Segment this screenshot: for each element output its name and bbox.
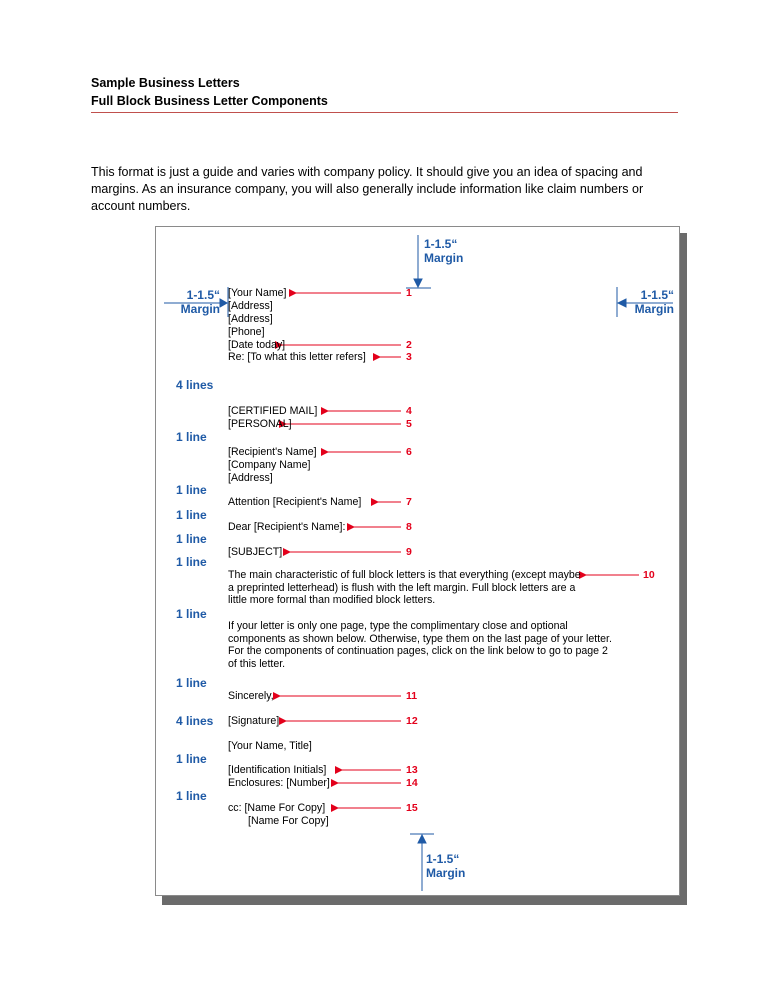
letter-attention: Attention [Recipient's Name] — [228, 496, 362, 508]
component-number: 8 — [406, 521, 412, 533]
letter-recipient-name: [Recipient's Name] — [228, 446, 317, 458]
letter-company-name: [Company Name] — [228, 459, 311, 471]
spacing-label: 1 line — [176, 607, 207, 621]
letter-diagram — [155, 226, 680, 896]
component-number: 1 — [406, 287, 412, 299]
component-number: 9 — [406, 546, 412, 558]
component-number: 7 — [406, 496, 412, 508]
component-number: 4 — [406, 405, 412, 417]
component-number: 3 — [406, 351, 412, 363]
spacing-label: 1 line — [176, 555, 207, 569]
component-number: 5 — [406, 418, 412, 430]
component-number: 14 — [406, 777, 418, 789]
component-number: 15 — [406, 802, 418, 814]
letter-re: Re: [To what this letter refers] — [228, 351, 366, 363]
header-rule — [91, 112, 678, 113]
spacing-label: 1 line — [176, 789, 207, 803]
spacing-label: 1 line — [176, 508, 207, 522]
letter-phone: [Phone] — [228, 326, 265, 338]
letter-personal: [PERSONAL] — [228, 418, 292, 430]
letter-enclosures: Enclosures: [Number] — [228, 777, 330, 789]
letter-body-1: The main characteristic of full block letters is that everything (except maybe a preprinted letterhead) is flush with the left margin. Full block letters are a little more formal than modified block letters. — [228, 569, 581, 607]
margin-label-bottom: 1-1.5“ Margin — [426, 852, 466, 880]
margin-label-right: 1-1.5“ Margin — [634, 288, 674, 316]
letter-salutation: Dear [Recipient's Name]: — [228, 521, 346, 533]
letter-address-1: [Address] — [228, 300, 273, 312]
letter-closing: Sincerely, — [228, 690, 274, 702]
letter-certified: [CERTIFIED MAIL] — [228, 405, 318, 417]
page-title: Sample Business Letters — [91, 76, 240, 90]
spacing-label: 1 line — [176, 483, 207, 497]
component-number: 11 — [406, 690, 418, 702]
component-number: 6 — [406, 446, 412, 458]
letter-initials: [Identification Initials] — [228, 764, 327, 776]
component-number: 13 — [406, 764, 418, 776]
component-number: 10 — [643, 569, 655, 581]
component-number: 2 — [406, 339, 412, 351]
component-number: 12 — [406, 715, 418, 727]
letter-recipient-address: [Address] — [228, 472, 273, 484]
letter-subject: [SUBJECT] — [228, 546, 283, 558]
letter-name-title: [Your Name, Title] — [228, 740, 312, 752]
spacing-label: 1 line — [176, 752, 207, 766]
letter-body-2: If your letter is only one page, type the complimentary close and optional components as shown below. Otherwise, type them on the last page of your letter. For the components of continuation pages, click on the link below to go to page 2 of this letter. — [228, 620, 612, 670]
letter-your-name: [Your Name] — [228, 287, 287, 299]
spacing-label: 4 lines — [176, 714, 214, 728]
page-subtitle: Full Block Business Letter Components — [91, 94, 328, 108]
letter-signature: [Signature] — [228, 715, 280, 727]
spacing-label: 1 line — [176, 676, 207, 690]
margin-label-top: 1-1.5“ Margin — [424, 237, 464, 265]
intro-paragraph: This format is just a guide and varies with company policy. It should give you an idea of spacing and margins. As an insurance company, you will also generally include information like claim numbers or account numbers. — [91, 165, 644, 213]
letter-cc-2: [Name For Copy] — [248, 815, 329, 827]
letter-address-2: [Address] — [228, 313, 273, 325]
spacing-label: 1 line — [176, 532, 207, 546]
spacing-label: 1 line — [176, 430, 207, 444]
margin-label-left: 1-1.5“ Margin — [180, 288, 220, 316]
letter-date: [Date today] — [228, 339, 286, 351]
letter-cc: cc: [Name For Copy] — [228, 802, 326, 814]
spacing-label: 4 lines — [176, 378, 214, 392]
